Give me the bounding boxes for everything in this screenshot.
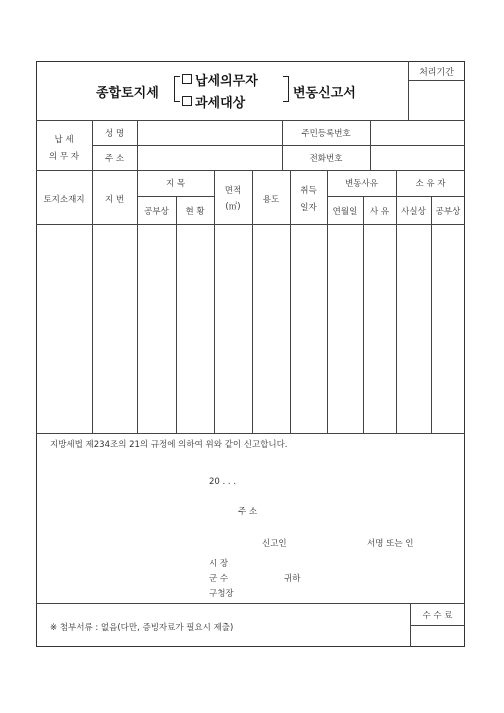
owner-public-header: 공부상	[435, 207, 461, 217]
area-header-line2: (㎡)	[225, 202, 241, 212]
footer-top-line	[36, 603, 465, 604]
checkbox-tax-object[interactable]	[182, 96, 192, 106]
attachments-note: ※ 첨부서류 : 없음(다만, 증빙자료가 필요시 제출)	[50, 623, 234, 633]
fee-divider	[410, 625, 465, 626]
processing-period-label: 처리기간	[419, 68, 454, 78]
acquisition-header-line2: 일자	[300, 203, 317, 213]
land-location-header: 토지소재지	[43, 195, 85, 205]
category-public-header: 공부상	[144, 207, 169, 217]
table-entry-area[interactable]	[37, 225, 464, 432]
taxpayer-label-line1: 납 세	[54, 135, 74, 145]
reporter-label: 신고인	[262, 539, 287, 549]
address-field[interactable]	[138, 146, 282, 170]
change-cause-header: 사 유	[369, 207, 390, 217]
processing-period-divider	[408, 80, 465, 81]
fee-label: 수 수 료	[422, 611, 453, 621]
area-header-line1: 면적	[224, 186, 242, 196]
mayor-label: 시 장	[209, 559, 229, 569]
change-reason-header: 변동사유	[345, 179, 378, 189]
table-body-bottom-line	[36, 433, 465, 434]
left-bracket	[174, 76, 180, 102]
declaration-address-label: 주 소	[238, 507, 258, 517]
use-header: 용도	[262, 195, 280, 205]
name-label: 성 명	[104, 129, 125, 139]
phone-label: 전화번호	[309, 154, 343, 164]
option-taxpayer-label: 납세의무자	[195, 74, 258, 89]
title-right: 변동신고서	[293, 86, 356, 101]
right-bracket	[283, 76, 289, 102]
county-head-label: 군 수	[209, 574, 229, 584]
checkbox-taxpayer[interactable]	[182, 74, 192, 84]
category-actual-header: 현 황	[185, 207, 205, 217]
declaration-statement: 지방세법 제234조의 21의 규정에 의하여 위와 같이 신고합니다.	[50, 440, 288, 450]
acquisition-header-line1: 취득	[300, 186, 317, 196]
change-date-header: 연월일	[332, 207, 358, 217]
lot-number-header: 지 번	[104, 195, 125, 205]
phone-field[interactable]	[371, 146, 464, 170]
resident-id-field[interactable]	[371, 121, 464, 145]
category-header: 지 목	[165, 179, 186, 189]
declaration-date: 20 . . .	[209, 477, 237, 487]
name-field[interactable]	[138, 121, 282, 145]
district-head-label: 구청장	[209, 589, 234, 599]
owner-actual-header: 사실상	[401, 207, 426, 217]
title-left: 종합토지세	[96, 86, 159, 101]
owner-header: 소 유 자	[415, 179, 446, 189]
taxpayer-label-line2: 의 무 자	[48, 152, 80, 162]
sign-or-seal-label: 서명 또는 인	[367, 539, 414, 549]
option-tax-object-label: 과세대상	[195, 96, 246, 111]
addressee-label: 귀하	[284, 574, 301, 584]
address-label: 주 소	[104, 154, 125, 164]
resident-id-label: 주민등록번호	[301, 129, 351, 139]
taxpayer-bottom-line	[36, 170, 465, 171]
